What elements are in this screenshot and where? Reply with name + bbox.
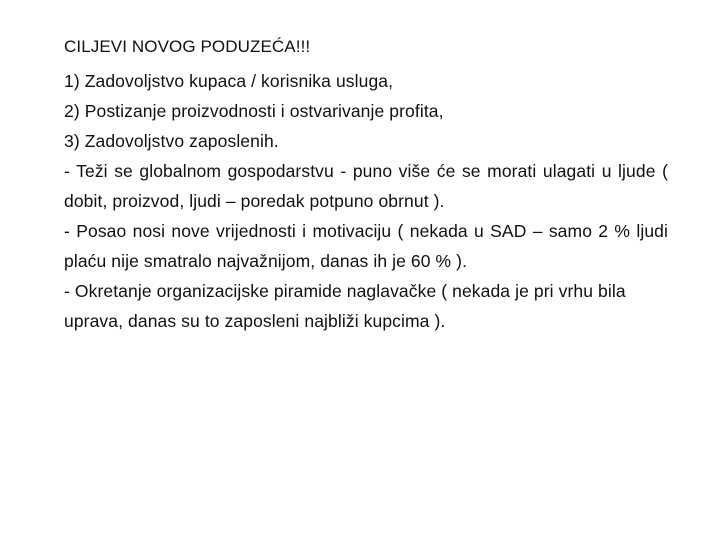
slide-title: CILJEVI NOVOG PODUZEĆA!!! (64, 37, 311, 56)
goal-item-1: 1) Zadovoljstvo kupaca / korisnika usluga, (64, 71, 394, 91)
goal-item-2: 2) Postizanje proizvodnosti i ostvarivanje profita, (64, 101, 444, 121)
bullet-paragraph-motivation: - Posao nosi nove vrijednosti i motivaciju ( nekada u SAD – samo 2 % ljudi plaću nije smatralo najvažnijom, danas ih je 60 % ). (64, 221, 668, 271)
goal-item-3: 3) Zadovoljstvo zaposlenih. (64, 131, 279, 151)
bullet-paragraph-global-economy: - Teži se globalnom gospodarstvu - puno više će se morati ulagati u ljude ( dobit, proizvod, ljudi – poredak potpuno obrnut ). (64, 161, 668, 211)
bullet-paragraph-pyramid: - Okretanje organizacijske piramide naglavačke ( nekada je pri vrhu bila uprava, danas su to zaposleni najbliži kupcima ). (64, 281, 626, 331)
slide-content (64, 34, 668, 336)
